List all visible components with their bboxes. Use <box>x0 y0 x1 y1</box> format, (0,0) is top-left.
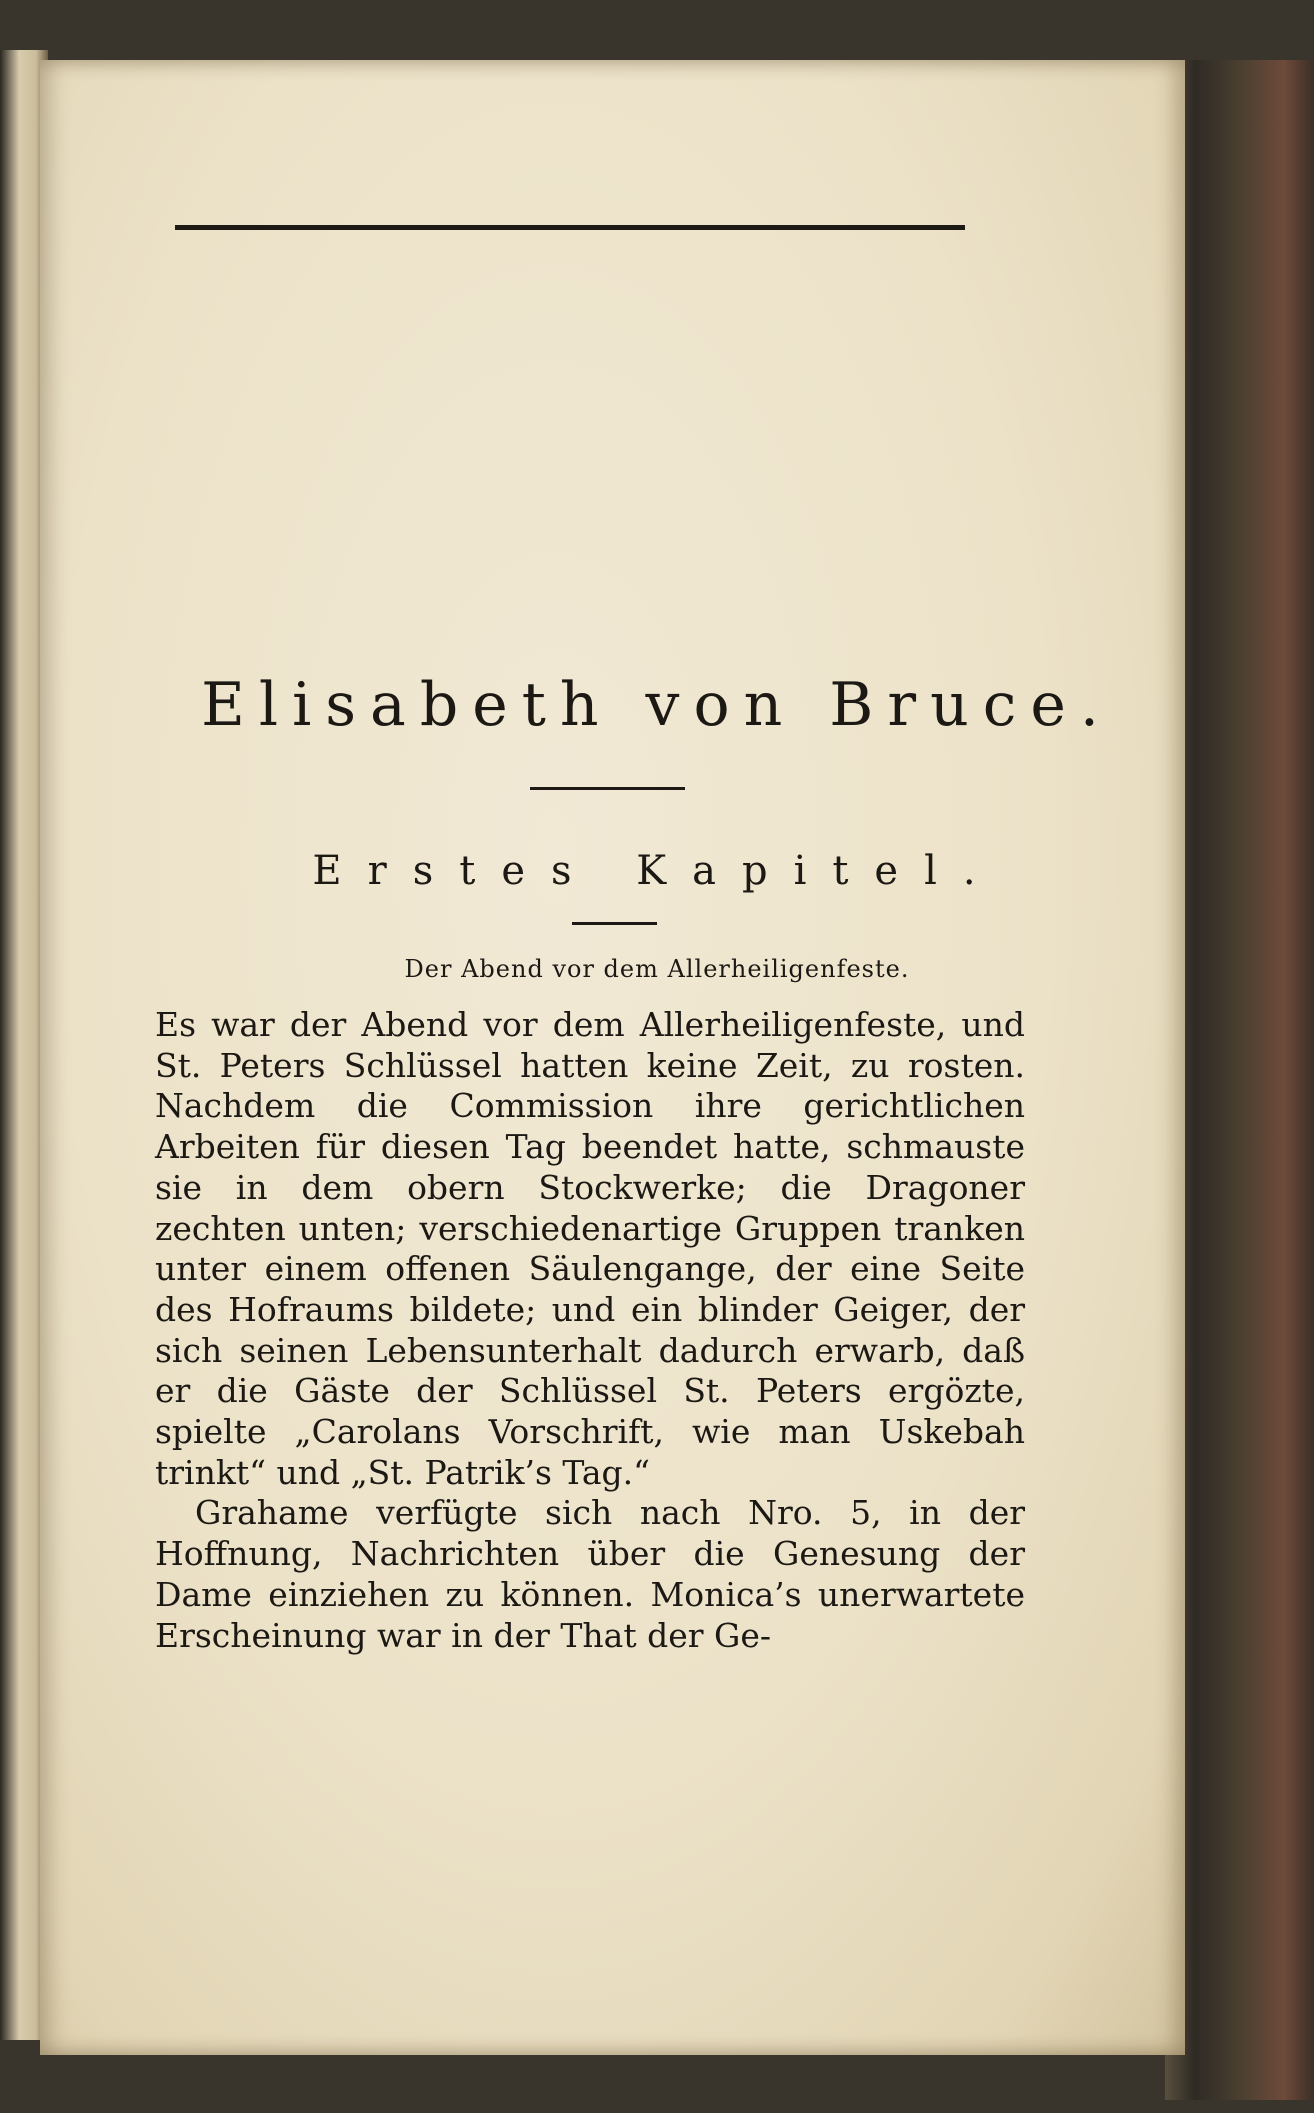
chapter-subtitle: Der Abend vor dem Allerheiligenfeste. <box>404 955 910 983</box>
book-cover-edge <box>1165 60 1314 2100</box>
title-divider <box>530 787 685 790</box>
chapter-heading: Erstes Kapitel. <box>312 848 1002 894</box>
body-text <box>155 1005 1025 1656</box>
top-rule <box>175 225 965 230</box>
chapter-divider <box>572 922 657 925</box>
book-title: Elisabeth von Bruce. <box>201 670 1113 740</box>
paragraph-2: Grahame verfügte sich nach Nro. 5, in der Hoffnung, Nachrichten über die Genesung der Dame einziehen zu können. Monica’s unerwartete Erscheinung war in der That der Ge- <box>155 1493 1025 1655</box>
paragraph-1: Es war der Abend vor dem Allerheiligenfeste, und St. Peters Schlüssel hatten keine Zeit, zu rosten. Nachdem die Commission ihre gerichtlichen Arbeiten für diesen Tag beendet hatte, schmauste sie in dem obern Stockwerke; die Dragoner zechten unten; verschiedenartige Gruppen tranken unter einem offenen Säulengange, der eine Seite des Hofraums bildete; und ein blinder Geiger, der sich seinen Lebensunterhalt dadurch erwarb, daß er die Gäste der Schlüssel St. Peters ergözte, spielte „Carolans Vorschrift, wie man Uskebah trinkt“ und „St. Patrik’s Tag.“ <box>155 1005 1025 1492</box>
